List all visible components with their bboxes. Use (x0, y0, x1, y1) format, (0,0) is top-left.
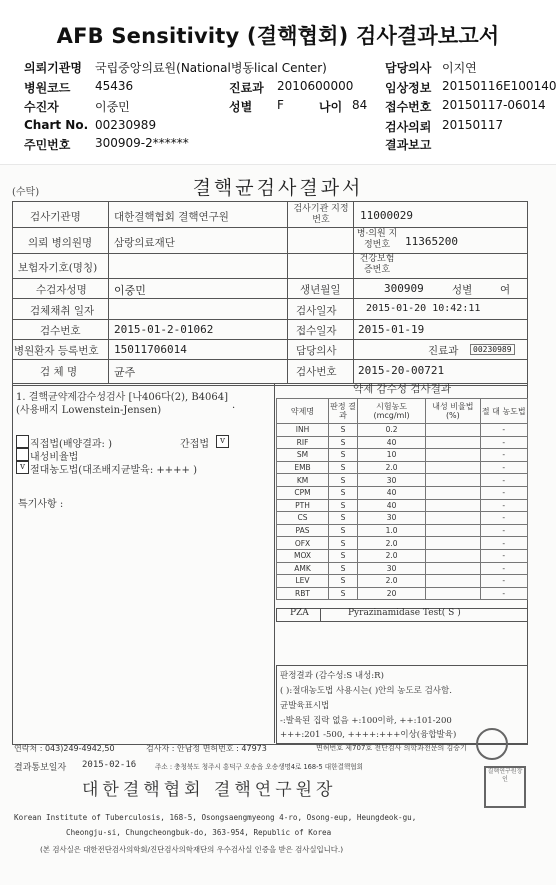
result-report-label: 결과보고 (385, 138, 432, 152)
sensitivity-cell-drug: OFX (277, 537, 329, 550)
legend-line-5: +++:201 -500, ++++:+++이상(융합발육) (280, 730, 457, 740)
hospital-id-label: 병·의원 지정번호 (356, 229, 398, 250)
indirect-method-label: 간접법 (180, 439, 209, 450)
chart-no-label: Chart No. (24, 118, 89, 132)
sensitivity-row (277, 575, 528, 588)
sensitivity-cell-absolute: - (480, 575, 527, 588)
sensitivity-row (277, 512, 528, 525)
sensitivity-cell-proportion (426, 436, 480, 449)
test-date-value: 2015-01-20 10:42:11 (366, 303, 481, 314)
dept-label: 진료과 (229, 81, 264, 95)
request-date-label: 검사의뢰 (385, 120, 432, 134)
sensitivity-cell-proportion (426, 486, 480, 499)
document-title: 결핵균검사결과서 (192, 177, 364, 199)
sensitivity-cell-drug: LEV (277, 575, 329, 588)
pza-value: Pyrazinamidase Test( S ) (348, 608, 461, 618)
footer-org-en-1: Korean Institute of Tuberculosis, 168-5, Osongsaengmyeong 4-ro, Osong-eup, Heungdeok-gu, (14, 813, 417, 822)
method-dot: · (232, 403, 236, 414)
patient-value: 이중민 (95, 100, 130, 114)
doc-sex-label: 성별 (452, 284, 473, 296)
test-no-value: 2015-20-00721 (358, 364, 445, 377)
sensitivity-cell-proportion (426, 575, 480, 588)
sensitivity-cell-concentration: 30 (357, 562, 425, 575)
patient-reg-label: 병원환자 등록번호 (14, 345, 99, 357)
receipt-no-label: 접수번호 (385, 100, 432, 114)
col-concentration: 시험농도 (mcg/ml) (357, 399, 425, 424)
sensitivity-cell-concentration: 40 (357, 436, 425, 449)
remarks-label: 특기사항 : (18, 499, 64, 510)
sensitivity-cell-proportion (426, 562, 480, 575)
col-result: 판정 결과 (329, 399, 358, 424)
sensitivity-row (277, 449, 528, 462)
sensitivity-cell-proportion (426, 549, 480, 562)
indirect-method-checkbox: v (216, 435, 229, 448)
sensitivity-cell-absolute: - (480, 461, 527, 474)
patient-reg-value: 15011706014 (114, 343, 187, 356)
accept-date-value: 2015-01-19 (358, 323, 425, 336)
sensitivity-cell-concentration: 40 (357, 486, 425, 499)
sensitivity-cell-result: S (329, 436, 358, 449)
insurer-label: 보험자기호(명칭) (18, 262, 98, 274)
sensitivity-cell-drug: AMK (277, 562, 329, 575)
sensitivity-cell-result: S (329, 499, 358, 512)
doctor-label: 담당의사 (385, 61, 432, 75)
sensitivity-cell-concentration: 30 (357, 512, 425, 525)
stamp-text: 결핵연구원장인 (487, 768, 523, 783)
doctor-value: 이지연 (442, 61, 477, 75)
sensitivity-cell-proportion (426, 587, 480, 600)
sensitivity-row (277, 474, 528, 487)
col-absolute: 절 대 농도법 (480, 399, 527, 424)
dept-value: 2010600000 (277, 79, 354, 93)
birthdate-value: 300909 (384, 282, 424, 295)
method-line-1: 1. 결핵균약제감수성검사 [나406다(2), B4064] (16, 392, 229, 403)
sensitivity-cell-absolute: - (480, 436, 527, 449)
sensitivity-row (277, 524, 528, 537)
sensitivity-cell-drug: INH (277, 424, 329, 437)
sensitivity-cell-result: S (329, 537, 358, 550)
examinee-name-label: 수검자성명 (36, 284, 87, 296)
sensitivity-cell-concentration: 0.2 (357, 424, 425, 437)
sensitivity-row (277, 436, 528, 449)
age-label: 나이 (319, 100, 343, 114)
legend-line-4: -:발육된 집락 없음 +:100이하, ++:101-200 (280, 716, 452, 726)
pza-label: PZA (290, 608, 309, 618)
sensitivity-row (277, 461, 528, 474)
sensitivity-cell-concentration: 10 (357, 449, 425, 462)
specimen-label: 검 체 명 (40, 366, 78, 378)
sensitivity-cell-absolute: - (480, 474, 527, 487)
doc-doctor-label: 담당의사 (296, 345, 337, 357)
sensitivity-cell-absolute: - (480, 587, 527, 600)
sensitivity-cell-drug: KM (277, 474, 329, 487)
patient-label: 수진자 (24, 100, 59, 114)
test-date-label: 검사일자 (296, 305, 337, 317)
sensitivity-cell-result: S (329, 524, 358, 537)
sensitivity-cell-result: S (329, 461, 358, 474)
accept-no-value: 2015-01-2-01062 (114, 323, 214, 336)
method-line-2: (사용배지 Lowenstein-Jensen) (16, 405, 162, 416)
sensitivity-cell-proportion (426, 512, 480, 525)
agency-name-label: 검사기관명 (30, 211, 81, 223)
sensitivity-row (277, 486, 528, 499)
sensitivity-cell-concentration: 40 (357, 499, 425, 512)
sensitivity-cell-proportion (426, 449, 480, 462)
sensitivity-cell-drug: CS (277, 512, 329, 525)
col-drug: 약제명 (277, 399, 329, 424)
col-proportion: 내성 비율법(%) (426, 399, 480, 424)
agency-value: 국립중앙의료원(National병동lical Center) (95, 61, 327, 75)
sensitivity-cell-result: S (329, 486, 358, 499)
agency-name-value: 대한결핵협회 결핵연구원 (114, 211, 229, 223)
sensitivity-cell-drug: CPM (277, 486, 329, 499)
request-date-value: 20150117 (442, 118, 504, 132)
agency-id-label: 검사기관 지정번호 (293, 204, 349, 225)
absolute-method-checkbox: v (16, 461, 29, 474)
absolute-method-label: 절대농도법(대조배지균발육: ++++ ) (30, 465, 197, 476)
footer-address-kr: 주소 : 충청북도 청주시 흥덕구 오송읍 오송생명4로 168-5 대한결핵협회 (155, 763, 363, 771)
resident-no-value: 300909-2****** (95, 136, 189, 150)
proportion-method-checkbox (16, 448, 29, 461)
footer-license: 면허번호 제707호 전단검사 의학과전문의 김승기 (316, 744, 467, 752)
requesting-hospital-label: 의뢰 병의원명 (28, 237, 93, 249)
accept-date-label: 접수일자 (296, 325, 337, 337)
footer-report-date: 2015-02-16 (82, 760, 137, 770)
sensitivity-cell-result: S (329, 575, 358, 588)
doc-dept-label: 진료과 (428, 345, 459, 357)
sensitivity-cell-concentration: 30 (357, 474, 425, 487)
sensitivity-cell-concentration: 2.0 (357, 575, 425, 588)
sensitivity-cell-proportion (426, 499, 480, 512)
footer-report-date-label: 결과통보일자 (14, 763, 67, 773)
sensitivity-cell-absolute: - (480, 486, 527, 499)
receipt-no-value: 20150117-06014 (442, 98, 546, 112)
consignment-badge: (수탁) (12, 187, 40, 198)
sensitivity-cell-proportion (426, 474, 480, 487)
sensitivity-cell-absolute: - (480, 549, 527, 562)
sensitivity-header-row (277, 399, 528, 424)
sensitivity-row (277, 537, 528, 550)
footer-org-kr: 대한결핵협회 결핵연구원장 (82, 780, 337, 800)
sensitivity-cell-drug: SM (277, 449, 329, 462)
requesting-hospital-value: 삼랑의료재단 (114, 237, 175, 249)
agency-label: 의뢰기관명 (24, 61, 82, 75)
insurance-id-label: 건강보험 증번호 (359, 254, 395, 275)
doc-sex-value: 여 (500, 284, 511, 296)
test-no-label: 검사번호 (296, 366, 337, 378)
official-seal-stamp (484, 766, 526, 808)
sensitivity-cell-result: S (329, 549, 358, 562)
clinical-info-label: 임상정보 (385, 81, 432, 95)
sensitivity-row (277, 587, 528, 600)
sensitivity-cell-proportion (426, 524, 480, 537)
sensitivity-cell-result: S (329, 512, 358, 525)
sensitivity-cell-drug: PTH (277, 499, 329, 512)
sensitivity-cell-absolute: - (480, 524, 527, 537)
doc-dept-value: 00230989 (470, 344, 515, 355)
sensitivity-cell-concentration: 1.0 (357, 524, 425, 537)
legend-line-1: 판정결과 (감수성:S 내성:R) (280, 671, 384, 681)
footer-contact: 연락처 : 043)249-4942,50 (14, 744, 115, 753)
sensitivity-cell-result: S (329, 449, 358, 462)
sensitivity-cell-absolute: - (480, 424, 527, 437)
sensitivity-cell-result: S (329, 587, 358, 600)
clinical-info-value: 20150116E100140 (442, 79, 556, 93)
report-header (0, 0, 556, 152)
sensitivity-table (276, 398, 528, 600)
direct-method-label: 직접법(배양결과: ) (30, 439, 112, 450)
specimen-value: 균주 (114, 366, 136, 379)
resident-no-label: 주민번호 (24, 138, 71, 152)
sensitivity-cell-proportion (426, 461, 480, 474)
sensitivity-cell-drug: RBT (277, 587, 329, 600)
sensitivity-cell-absolute: - (480, 562, 527, 575)
sex-value: F (277, 98, 284, 112)
collection-date-label: 검체채취 일자 (30, 305, 95, 317)
footer-examiner: 검사자 : 안남정 면허번호 : 47973 (146, 744, 267, 753)
sensitivity-row (277, 562, 528, 575)
sensitivity-cell-result: S (329, 424, 358, 437)
sensitivity-cell-result: S (329, 562, 358, 575)
sensitivity-cell-absolute: - (480, 537, 527, 550)
hospital-id-value: 11365200 (405, 235, 458, 248)
sensitivity-cell-concentration: 2.0 (357, 549, 425, 562)
accept-no-label: 검수번호 (40, 325, 81, 337)
sensitivity-cell-drug: RIF (277, 436, 329, 449)
chart-no-value: 00230989 (95, 118, 157, 132)
scanned-result-document (0, 164, 556, 885)
sensitivity-cell-absolute: - (480, 499, 527, 512)
sensitivity-cell-drug: EMB (277, 461, 329, 474)
sensitivity-cell-drug: PAS (277, 524, 329, 537)
sensitivity-cell-proportion (426, 424, 480, 437)
sensitivity-row (277, 499, 528, 512)
sensitivity-cell-absolute: - (480, 512, 527, 525)
hospital-code-value: 45436 (95, 79, 134, 93)
sensitivity-caption: 약제 감수성 검사결과 (353, 383, 451, 395)
sensitivity-cell-concentration: 20 (357, 587, 425, 600)
birthdate-label: 생년월일 (300, 284, 341, 296)
seal-stamp-round (476, 728, 508, 760)
sensitivity-cell-absolute: - (480, 449, 527, 462)
agency-id-value: 11000029 (360, 209, 413, 222)
footer-org-en-2: Cheongju-si, Chungcheongbuk-do, 363-954, Republic of Korea (66, 828, 332, 837)
hospital-code-label: 병원코드 (24, 81, 71, 95)
proportion-method-label: 내성비율법 (30, 452, 79, 463)
age-value: 84 (352, 98, 368, 112)
legend-line-3: 균발육표시법 (280, 701, 330, 711)
report-title: AFB Sensitivity (결핵협회) 검사결과보고서 (56, 24, 500, 48)
legend-line-2: ( ):절대농도법 사용시는( )안의 농도로 검사함. (280, 686, 452, 696)
sensitivity-cell-concentration: 2.0 (357, 461, 425, 474)
examinee-name-value: 이중민 (114, 284, 146, 297)
direct-method-checkbox (16, 435, 29, 448)
sensitivity-cell-concentration: 2.0 (357, 537, 425, 550)
footer-cert-note: (본 검사실은 대한전단검사의학회/진단검사의학재단의 우수검사실 인증을 받은 검사실입니다.) (40, 845, 344, 854)
sensitivity-cell-drug: MOX (277, 549, 329, 562)
sensitivity-cell-proportion (426, 537, 480, 550)
sensitivity-row (277, 424, 528, 437)
sensitivity-row (277, 549, 528, 562)
sensitivity-cell-result: S (329, 474, 358, 487)
sex-label: 성별 (229, 100, 253, 114)
